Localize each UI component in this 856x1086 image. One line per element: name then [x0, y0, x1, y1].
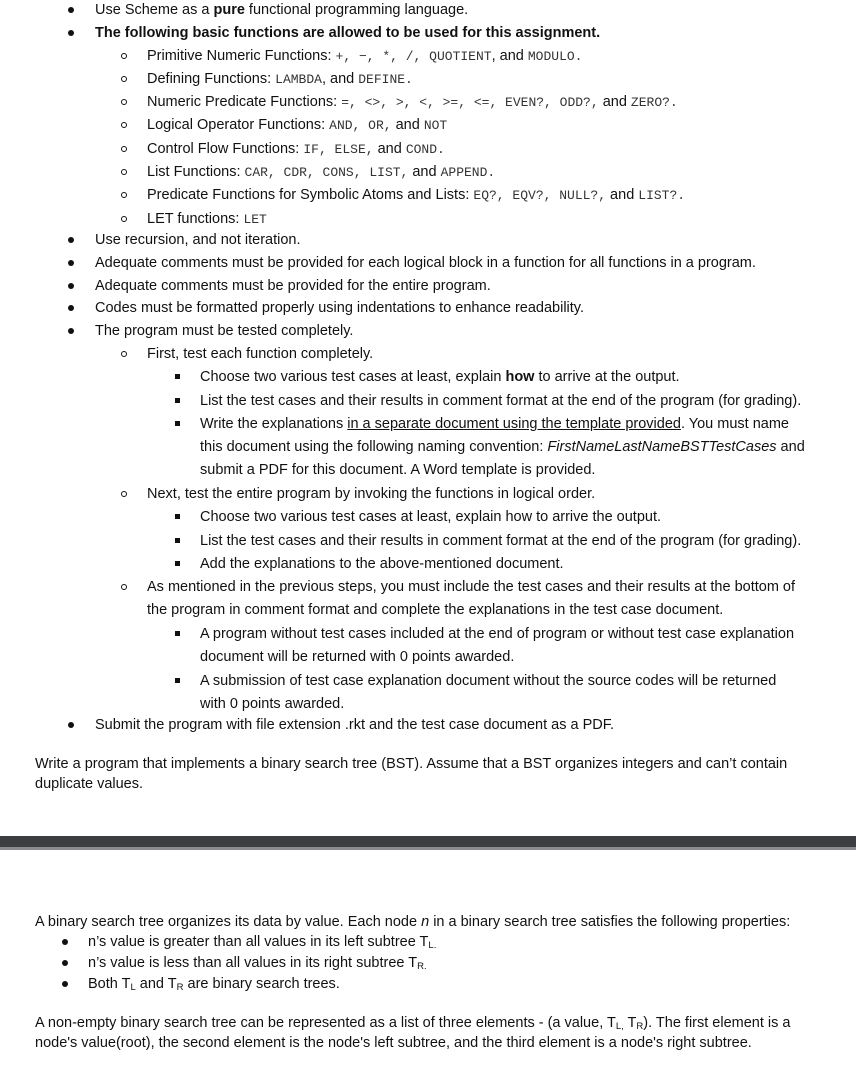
requirement-scheme-pure: Use Scheme as a pure functional programming language. — [95, 2, 469, 18]
bullet-dot — [68, 305, 74, 311]
page-divider — [0, 836, 856, 850]
bullet-dot — [68, 328, 74, 334]
requirement-recursion: Use recursion, and not iteration. — [95, 232, 301, 248]
bullet-dot — [62, 939, 68, 945]
list-test-cases: List the test cases and their results in comment format at the end of the program (for grading). — [200, 393, 802, 409]
bullet-square — [175, 561, 180, 566]
bullet-square — [175, 398, 180, 403]
bullet-dot — [68, 30, 74, 36]
bst-intro: Write a program that implements a binary search tree (BST). Assume that a BST organizes integers and can’t contain — [35, 756, 788, 772]
bullet-dot — [68, 7, 74, 13]
as-mentioned-note-cont: the program in comment format and complete the explanations in the test case document. — [147, 602, 724, 618]
property-both-bst: Both $T_L$ and $T_R$ are binary search trees. — [88, 976, 340, 993]
bullet-circle — [121, 584, 127, 590]
submit-pdf-note: submit a PDF for this document. A Word template is provided. — [200, 462, 596, 478]
penalty-no-source: A submission of test case explanation document without the source codes will be returned — [200, 673, 777, 689]
list-test-cases-program: List the test cases and their results in comment format at the end of the program (for grading). — [200, 533, 802, 549]
naming-convention: this document using the following naming convention: FirstNameLastNameBSTTestCases and — [200, 439, 805, 455]
test-entire-program: Next, test the entire program by invoking the functions in logical order. — [147, 486, 596, 502]
bullet-dot — [62, 960, 68, 966]
bullet-circle — [121, 351, 127, 357]
test-two-cases-program: Choose two various test cases at least, explain how to arrive the output. — [200, 509, 662, 525]
primitive-numeric-functions: Primitive Numeric Functions: +, −, *, /, QUOTIENT, and MODULO. — [147, 48, 583, 64]
predicate-functions-symbolic: Predicate Functions for Symbolic Atoms and Lists: EQ?, EQV?, NULL?, and LIST?. — [147, 187, 686, 203]
bullet-circle — [121, 192, 127, 198]
bullet-square — [175, 514, 180, 519]
test-each-function: First, test each function completely. — [147, 346, 374, 362]
bst-definition: A binary search tree organizes its data by value. Each node n in a binary search tree satisfies the following properties: — [35, 914, 791, 930]
requirement-formatting: Codes must be formatted properly using indentations to enhance readability. — [95, 300, 584, 316]
bst-representation-cont: node's value(root), the second element is the node's left subtree, and the third element is a node's right subtree. — [35, 1035, 752, 1051]
write-explanations: Write the explanations in a separate document using the template provided. You must name — [200, 416, 789, 432]
bullet-dot — [62, 981, 68, 987]
bullet-square — [175, 374, 180, 379]
test-two-cases-explain: Choose two various test cases at least, explain how to arrive at the output. — [200, 369, 680, 385]
logical-operator-functions: Logical Operator Functions: AND, OR, and NOT — [147, 117, 448, 133]
bullet-square — [175, 538, 180, 543]
template-link[interactable]: in a separate document using the template provided — [347, 416, 681, 432]
requirement-testing: The program must be tested completely. — [95, 323, 354, 339]
penalty-no-test-cases-cont: document will be returned with 0 points awarded. — [200, 649, 515, 665]
bullet-circle — [121, 491, 127, 497]
bullet-dot — [68, 260, 74, 266]
bullet-circle — [121, 76, 127, 82]
requirement-program-comments: Adequate comments must be provided for the entire program. — [95, 278, 491, 294]
add-explanations: Add the explanations to the above-mentioned document. — [200, 556, 564, 572]
defining-functions: Defining Functions: LAMBDA, and DEFINE. — [147, 71, 413, 87]
bst-intro-cont: duplicate values. — [35, 776, 144, 792]
bullet-circle — [121, 169, 127, 175]
requirement-block-comments: Adequate comments must be provided for each logical block in a function for all functions in a program. — [95, 255, 756, 271]
control-flow-functions: Control Flow Functions: IF, ELSE, and COND. — [147, 141, 445, 157]
list-functions: List Functions: CAR, CDR, CONS, LIST, and APPEND. — [147, 164, 496, 180]
bullet-dot — [68, 283, 74, 289]
bullet-square — [175, 631, 180, 636]
numeric-predicate-functions: Numeric Predicate Functions: =, <>, >, <, >=, <=, EVEN?, ODD?, and ZERO?. — [147, 94, 678, 110]
allowed-functions-heading: The following basic functions are allowed to be used for this assignment. — [95, 25, 601, 41]
bst-representation: A non-empty binary search tree can be represented as a list of three elements - (a value, $T_{L,}$ $T_R$). The first element is a — [35, 1015, 791, 1032]
document-page-lower — [0, 850, 856, 1086]
bullet-dot — [68, 237, 74, 243]
bullet-circle — [121, 146, 127, 152]
bullet-circle — [121, 99, 127, 105]
property-right-subtree: n’s value is less than all values in its right subtree $T_{R.}$ — [88, 955, 427, 972]
bullet-square — [175, 678, 180, 683]
bullet-circle — [121, 122, 127, 128]
as-mentioned-note: As mentioned in the previous steps, you must include the test cases and their results at the bottom of — [147, 579, 796, 595]
property-left-subtree: n’s value is greater than all values in its left subtree $T_{L.}$ — [88, 934, 437, 951]
submission-instructions: Submit the program with file extension .rkt and the test case document as a PDF. — [95, 717, 615, 733]
penalty-no-test-cases: A program without test cases included at the end of program or without test case explanation — [200, 626, 795, 642]
bullet-circle — [121, 216, 127, 222]
bullet-square — [175, 421, 180, 426]
bullet-circle — [121, 53, 127, 59]
bullet-dot — [68, 722, 74, 728]
let-functions: LET functions: LET — [147, 211, 267, 227]
penalty-no-source-cont: with 0 points awarded. — [200, 696, 345, 712]
